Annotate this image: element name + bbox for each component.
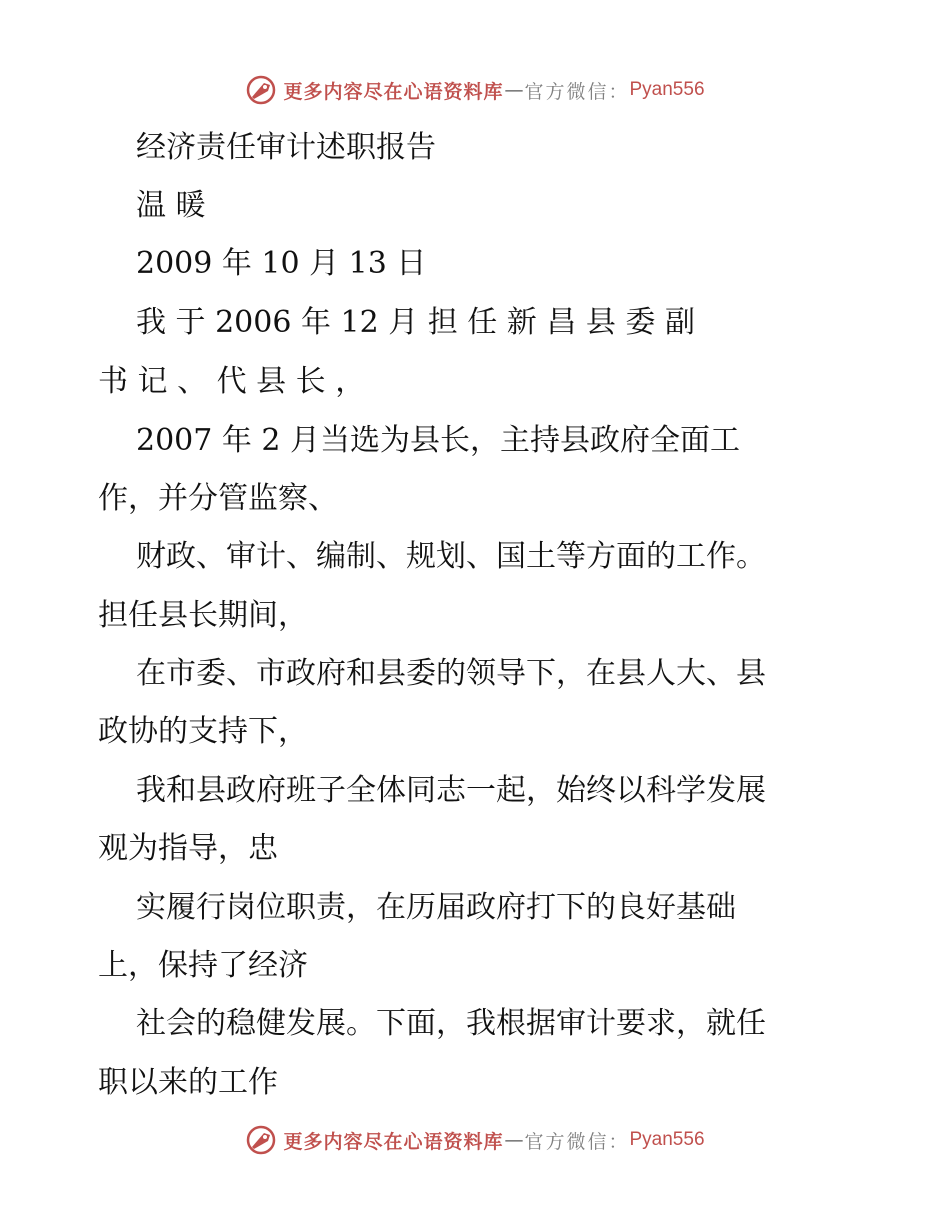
banner-wechat-id: Pyan556 bbox=[629, 79, 705, 100]
body-line: 政协的支持下， bbox=[98, 714, 308, 749]
document-author: 温 暖 bbox=[136, 188, 206, 223]
pen-nib-circle-icon bbox=[245, 74, 277, 106]
body-line: 我和县政府班子全体同志一起，始终以科学发展 bbox=[136, 773, 766, 808]
body-line: 实履行岗位职责，在历届政府打下的良好基础 bbox=[136, 890, 736, 925]
footer-banner bbox=[0, 1120, 950, 1160]
body-line: 上，保持了经济 bbox=[98, 948, 308, 983]
body-line: 职以来的工作 bbox=[98, 1065, 278, 1100]
banner-main-text: 更多内容尽在心语资料库 bbox=[283, 1130, 504, 1153]
pen-nib-circle-icon bbox=[245, 1124, 277, 1156]
banner-main-text: 更多内容尽在心语资料库 bbox=[283, 80, 504, 103]
body-line: 书 记 、 代 县 长 ， bbox=[98, 364, 366, 399]
header-banner bbox=[0, 70, 950, 110]
body-line: 社会的稳健发展。下面，我根据审计要求，就任 bbox=[136, 1006, 766, 1041]
body-line: 观为指导，忠 bbox=[98, 831, 278, 866]
banner-wechat-label: 官方微信： bbox=[524, 80, 630, 103]
banner-wechat-id: Pyan556 bbox=[629, 1129, 705, 1150]
body-line: 担任县长期间， bbox=[98, 598, 308, 633]
document-date: 2009 年 10 月 13 日 bbox=[136, 246, 427, 281]
body-line: 在市委、市政府和县委的领导下，在县人大、县 bbox=[136, 656, 766, 691]
body-line: 我 于 2006 年 12 月 担 任 新 昌 县 委 副 bbox=[136, 305, 695, 340]
body-line: 2007 年 2 月当选为县长，主持县政府全面工 bbox=[136, 423, 741, 458]
document-title: 经济责任审计述职报告 bbox=[136, 130, 436, 165]
banner-wechat-label: 官方微信： bbox=[524, 1130, 630, 1153]
body-line: 作，并分管监察、 bbox=[98, 481, 338, 516]
body-line: 财政、审计、编制、规划、国土等方面的工作。 bbox=[136, 539, 766, 574]
banner-separator: — bbox=[504, 79, 524, 101]
banner-separator: — bbox=[504, 1129, 524, 1151]
